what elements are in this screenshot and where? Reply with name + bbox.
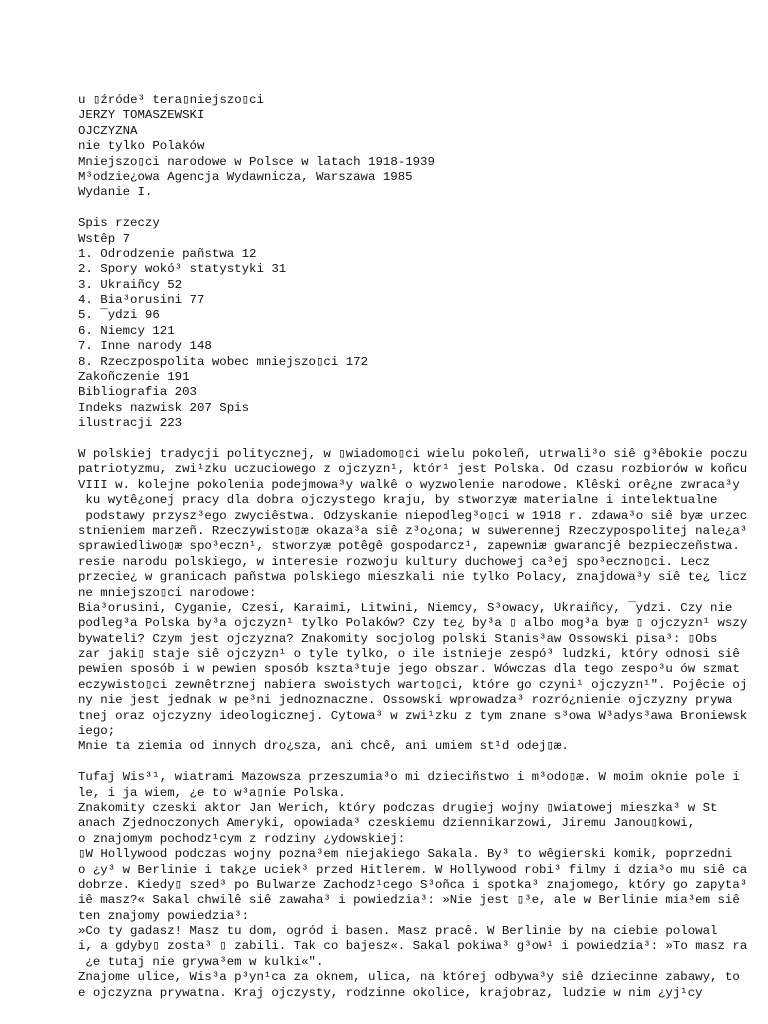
text-line: tnej oraz ojczyzny ideologicznej. Cytowa³ w zwi¹zku z tym znane s³owa W³adys³awa Broniewsk — [78, 708, 748, 723]
text-line: ilustracji 223 — [78, 416, 183, 431]
text-line: 5. ¯ydzi 96 — [78, 308, 160, 323]
text-line: Znajome ulice, Wis³a p³yn¹ca za oknem, ulica, na której odbywa³y siê dziecinne zabawy, to — [78, 970, 740, 985]
text-line — [78, 432, 768, 447]
text-line: le, i ja wiem, ¿e to w³a▯nie Polska. — [78, 785, 346, 800]
text-line: Tufaj Wis³¹, wiatrami Mazowsza przeszumia³o mi dzieciñstwo i m³odo▯æ. W moim oknie pole i — [78, 770, 740, 785]
text-line: e ojczyzna prywatna. Kraj ojczysty, rodzinne okolice, krajobraz, ludzie w nim ¿yj¹cy — [78, 985, 703, 1000]
text-line: nie tylko Polaków — [78, 139, 205, 154]
text-line: ▯W Hollywood podczas wojny pozna³em niejakiego Sakala. By³ to wêgierski komik, poprzedni — [78, 847, 733, 862]
text-line: Bia³orusini, Cyganie, Czesi, Karaimi, Litwini, Niemcy, S³owacy, Ukraiñcy, ¯ydzi. Czy nie — [78, 600, 733, 615]
text-line: Bibliografia 203 — [78, 385, 197, 400]
text-line: ten znajomy powiedzia³: — [78, 908, 250, 923]
text-line: ne mniejszo▯ci narodowe: — [78, 585, 257, 600]
text-line: 1. Odrodzenie pañstwa 12 — [78, 246, 257, 261]
text-line: 3. Ukraiñcy 52 — [78, 277, 183, 292]
text-line: ny nie jest jednak w pe³ni jednoznaczne. Ossowski wprowadza³ rozró¿nienie ojczyzny prywa — [78, 693, 733, 708]
text-line: OJCZYZNA — [78, 123, 138, 138]
text-line: Mnie ta ziemia od innych dro¿sza, ani chcê, ani umiem st¹d odej▯æ. — [78, 739, 569, 754]
text-line: iê masz?« Sakal chwilê siê zawaha³ i powiedzia³: »Nie jest ▯³e, ale w Berlinie mia³em siê — [78, 893, 740, 908]
text-line: bywateli? Czym jest ojczyzna? Znakomity socjolog polski Stanis³aw Ossowski pisa³: ▯Obs — [78, 631, 718, 646]
text-line: VIII w. kolejne pokolenia podejmowa³y walkê o wyzwolenie narodowe. Klêski orê¿ne zwraca³y — [78, 477, 740, 492]
text-line: »Co ty gadasz! Masz tu dom, ogród i basen. Masz pracê. W Berlinie by na ciebie polowal — [78, 924, 718, 939]
text-line: ku wytê¿onej pracy dla dobra ojczystego kraju, by stworzyæ materialne i intelektualne — [78, 493, 718, 508]
text-line: 8. Rzeczpospolita wobec mniejszo▯ci 172 — [78, 354, 369, 369]
text-line: 7. Inne narody 148 — [78, 339, 212, 354]
text-line — [78, 201, 768, 216]
document-text — [78, 93, 768, 1001]
text-line: 2. Spory wokó³ statystyki 31 — [78, 262, 287, 277]
text-line: iego; — [78, 724, 116, 739]
text-line: eczywisto▯ci zewnêtrznej nabiera swoistych warto▯ci, które go czyni¹ ojczyzn¹". Pojêcie oj — [78, 677, 748, 692]
text-line: M³odzie¿owa Agencja Wydawnicza, Warszawa 1985 — [78, 169, 413, 184]
text-line: zar jaki▯ staje siê ojczyzn¹ o tyle tylko, o ile istnieje zespó³ ludzki, który odnosi siê — [78, 647, 740, 662]
text-line: stnieniem marzeñ. Rzeczywisto▯æ okaza³a siê z³o¿ona; w suwerennej Rzeczypospolitej nale¿a³ — [78, 523, 748, 538]
text-line: W polskiej tradycji politycznej, w ▯wiadomo▯ci wielu pokoleñ, utrwali³o siê g³êbokie poczu — [78, 446, 748, 461]
text-line: o ¿y³ w Berlinie i tak¿e uciek³ przed Hitlerem. W Hollywood robi³ filmy i dzia³o mu siê ca — [78, 862, 748, 877]
text-line: 4. Bia³orusini 77 — [78, 293, 205, 308]
text-line: resie narodu polskiego, w interesie rozwoju kultury duchowej ca³ej spo³eczno▯ci. Lecz — [78, 554, 711, 569]
text-line: i, a gdyby▯ zosta³ ▯ zabili. Tak co bajesz«. Sakal pokiwa³ g³ow¹ i powiedzia³: »To masz ra — [78, 939, 748, 954]
text-line: o znajomym pochodz¹cym z rodziny ¿ydowskiej: — [78, 831, 406, 846]
text-line: patriotyzmu, zwi¹zku uczuciowego z ojczyzn¹, któr¹ jest Polska. Od czasu rozbiorów w koñcu — [78, 462, 748, 477]
text-line: Mniejszo▯ci narodowe w Polsce w latach 1918-1939 — [78, 154, 435, 169]
text-line: dobrze. Kiedy▯ szed³ po Bulwarze Zachodz¹cego S³oñca i spotka³ znajomego, który go zapyta³ — [78, 877, 748, 892]
text-line: sprawiedliwo▯æ spo³eczn¹, stworzyæ potêgê gospodarcz¹, zapewniæ gwarancjê bezpieczeñstwa. — [78, 539, 740, 554]
text-line: pewien sposób i w pewien sposób kszta³tuje jego obszar. Wówczas dla tego zespo³u ów szmat — [78, 662, 740, 677]
text-line: Znakomity czeski aktor Jan Werich, który podczas drugiej wojny ▯wiatowej mieszka³ w St — [78, 800, 718, 815]
text-line: 6. Niemcy 121 — [78, 323, 175, 338]
text-line: JERZY TOMASZEWSKI — [78, 108, 205, 123]
text-line: podstawy przysz³ego zwyciêstwa. Odzyskanie niepodleg³o▯ci w 1918 r. zdawa³o siê byæ urzec — [78, 508, 748, 523]
text-line: Wydanie I. — [78, 185, 153, 200]
text-line: podleg³a Polska by³a ojczyzn¹ tylko Polaków? Czy te¿ by³a ▯ albo mog³a byæ ▯ ojczyzn¹ wszy — [78, 616, 748, 631]
text-line: ¿e tutaj nie grywa³em w kulki«". — [78, 954, 324, 969]
text-line: przecie¿ w granicach pañstwa polskiego mieszkali nie tylko Polacy, znajdowa³y siê te¿ licz — [78, 570, 748, 585]
text-line: Spis rzeczy — [78, 216, 160, 231]
text-line — [78, 755, 768, 770]
text-line: anach Zjednoczonych Ameryki, opowiada³ czeskiemu dziennikarzowi, Jiremu Janou▯kowi, — [78, 816, 696, 831]
text-line: Indeks nazwisk 207 Spis — [78, 400, 250, 415]
text-line: u ▯źróde³ tera▯niejszo▯ci — [78, 93, 264, 107]
text-line: Zakoñczenie 191 — [78, 370, 190, 385]
text-line: Wstêp 7 — [78, 231, 131, 246]
